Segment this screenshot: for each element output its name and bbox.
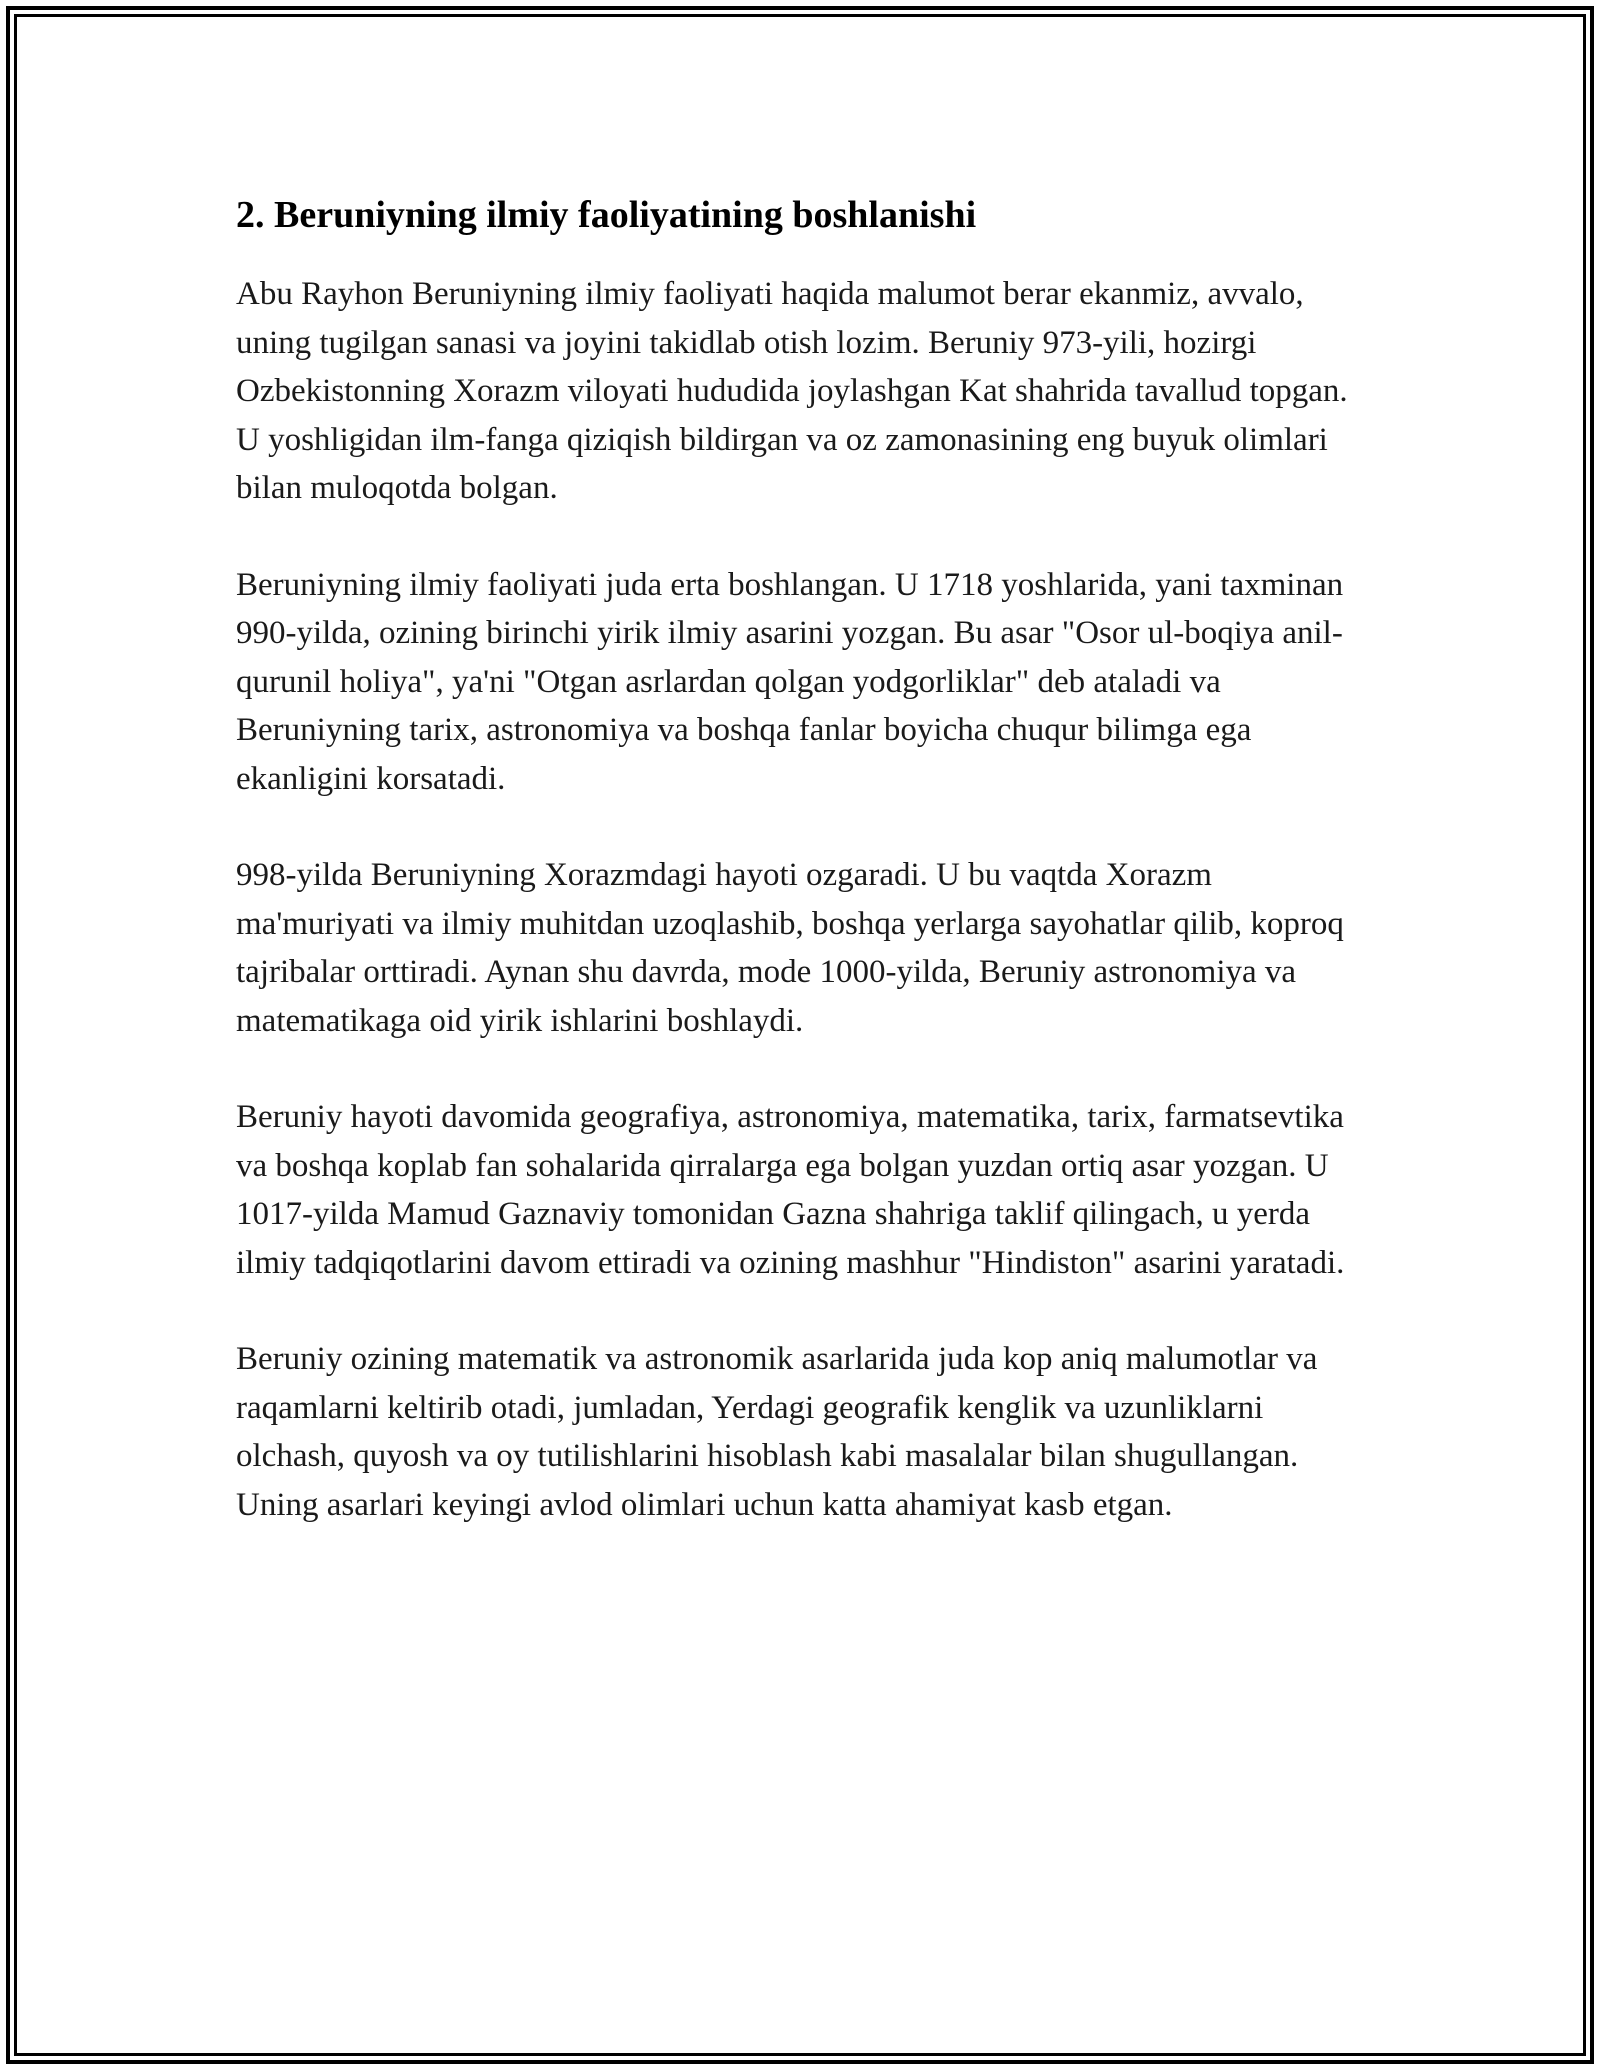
paragraph-3: 998-yilda Beruniyning Xorazmdagi hayoti ozgaradi. U bu vaqtda Xorazm ma'muriyati va ilmiy muhitdan uzoqlashib, boshqa yerlarga sayohatlar qilib, koproq tajribalar orttiradi. Aynan shu davrda, mode 1000-yilda, Beruniy astronomiya va matematikaga oid yirik ishlarini boshlaydi. <box>236 857 1344 1039</box>
paragraph-2: Beruniyning ilmiy faoliyati juda erta boshlangan. U 1718 yoshlarida, yani taxminan 990-yilda, ozining birinchi yirik ilmiy asarini yozgan. Bu asar "Osor ul-boqiya anil-qurunil holiya", ya'ni "Otgan asrlardan qolgan yodgorliklar" deb ataladi va Beruniyning tarix, astronomiya va boshqa fanlar boyicha chuqur bilimga ega ekanligini korsatadi. <box>236 566 1344 797</box>
document-body <box>236 184 1376 1577</box>
section-heading: 2. Beruniyning ilmiy faoliyatining boshlanishi <box>236 194 977 236</box>
paragraph-4: Beruniy hayoti davomida geografiya, astronomiya, matematika, tarix, farmatsevtika va boshqa koplab fan sohalarida qirralarga ega bolgan yuzdan ortiq asar yozgan. U 1017-yilda Mamud Gaznaviy tomonidan Gazna shahriga taklif qilingach, u yerda ilmiy tadqiqotlarini davom ettiradi va ozining mashhur "Hindiston" asarini yaratadi. <box>236 1099 1345 1281</box>
paragraph-5: Beruniy ozining matematik va astronomik asarlarida juda kop aniq malumotlar va raqamlarni keltirib otadi, jumladan, Yerdagi geografik kenglik va uzunliklarni olchash, quyosh va oy tutilishlarini hisoblash kabi masalalar bilan shugullangan. Uning asarlari keyingi avlod olimlari uchun katta ahamiyat kasb etgan. <box>236 1341 1318 1523</box>
paragraph-1: Abu Rayhon Beruniyning ilmiy faoliyati haqida malumot berar ekanmiz, avvalo, uning tugilgan sanasi va joyini takidlab otish lozim. Beruniy 973-yili, hozirgi Ozbekistonning Xorazm viloyati hududida joylashgan Kat shahrida tavallud topgan. U yoshligidan ilm-fanga qiziqish bildirgan va oz zamonasining eng buyuk olimlari bilan muloqotda bolgan. <box>236 276 1348 506</box>
